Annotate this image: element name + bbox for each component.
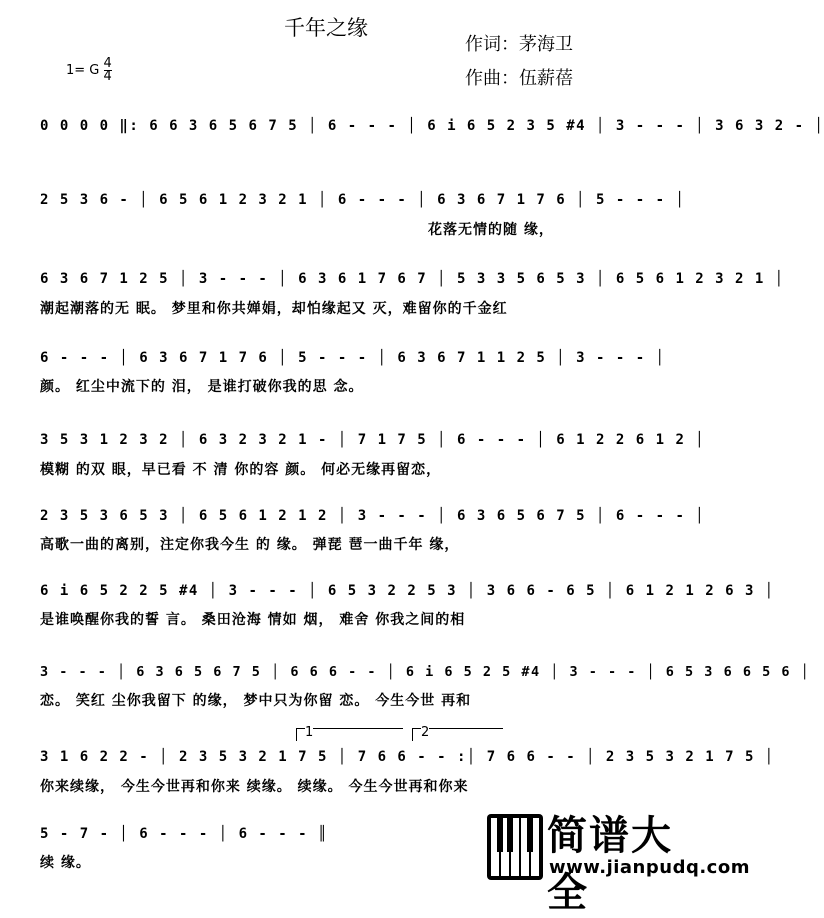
lyricist-credit: 作词：茅海卫: [465, 34, 573, 55]
piano-keys-icon: [487, 814, 543, 880]
second-ending-number: 2: [421, 725, 430, 740]
score-line-5-lyrics: 模糊 的双 眼，早已看 不 清 你的容 颜。 何必无缘再留恋，: [40, 462, 442, 478]
score-line-8-lyrics: 恋。 笑红 尘你我留下 的缘， 梦中只为你留 恋。 今生今世 再和: [40, 693, 472, 709]
score-line-2-lyrics: 花落无情的随 缘，: [428, 222, 554, 238]
score-line-3-lyrics: 潮起潮落的无 眠。 梦里和你共婵娟，却怕缘起又 灭，难留你的千金红: [40, 301, 508, 317]
score-line-9-notes: 3 1 6 2 2 - │ 2 3 5 3 2 1 7 5 │ 7 6 6 - - :│ 7 6 6 - - │ 2 3 5 3 2 1 7 5 │: [40, 749, 775, 765]
time-sig-numerator: 4: [103, 56, 112, 71]
score-line-2-notes: 2 5 3 6 - │ 6 5 6 1 2 3 2 1 │ 6 - - - │ 6 3 6 7 1 7 6 │ 5 - - - │: [40, 192, 686, 208]
first-ending-bracket: [296, 725, 403, 741]
score-line-9-lyrics: 你来续缘， 今生今世再和你来 续缘。 续缘。 今生今世再和你来: [40, 779, 469, 795]
first-ending-number: 1: [305, 725, 314, 740]
score-line-3-notes: 6 3 6 7 1 2 5 │ 3 - - - │ 6 3 6 1 7 6 7 │ 5 3 3 5 6 5 3 │ 6 5 6 1 2 3 2 1 │: [40, 271, 785, 287]
score-line-7-notes: 6 i 6 5 2 2 5 #4 │ 3 - - - │ 6 5 3 2 2 5 3 │ 3 6 6 - 6 5 │ 6 1 2 1 2 6 3 │: [40, 583, 775, 599]
score-line-4-notes: 6 - - - │ 6 3 6 7 1 7 6 │ 5 - - - │ 6 3 6 7 1 1 2 5 │ 3 - - - │: [40, 350, 666, 366]
score-line-10-notes: 5 - 7 - │ 6 - - - │ 6 - - - ║: [40, 826, 328, 842]
watermark-logo: [487, 800, 750, 916]
song-title: 千年之缘: [284, 16, 368, 40]
time-signature: [104, 58, 112, 83]
score-line-10-lyrics: 续 缘。: [40, 855, 91, 871]
score-line-7-lyrics: 是谁唤醒你我的誓 言。 桑田沧海 情如 烟， 难舍 你我之间的相: [40, 612, 466, 628]
score-line-6-lyrics: 高歌一曲的离别，注定你我今生 的 缘。 弹琵 琶一曲千年 缘，: [40, 537, 460, 553]
watermark-brand: 简谱大全: [547, 813, 673, 916]
score-line-6-notes: 2 3 5 3 6 5 3 │ 6 5 6 1 2 1 2 │ 3 - - - │ 6 3 6 5 6 7 5 │ 6 - - - │: [40, 508, 706, 524]
key-label: 1= G: [66, 63, 100, 78]
composer-credit: 作曲：伍薪蓓: [465, 68, 573, 89]
watermark-url: www.jianpudq.com: [549, 857, 750, 878]
second-ending-bracket: [412, 725, 503, 741]
score-line-4-lyrics: 颜。 红尘中流下的 泪， 是谁打破你我的思 念。: [40, 379, 364, 395]
key-signature: [66, 58, 112, 83]
score-line-1-notes: 0 0 0 0 ‖: 6 6 3 6 5 6 7 5 │ 6 - - - │ 6 i 6 5 2 3 5 #4 │ 3 - - - │ 3 6 3 2 - │: [40, 118, 824, 134]
score-line-5-notes: 3 5 3 1 2 3 2 │ 6 3 2 3 2 1 - │ 7 1 7 5 │ 6 - - - │ 6 1 2 2 6 1 2 │: [40, 432, 706, 448]
score-line-8-notes: 3 - - - │ 6 3 6 5 6 7 5 │ 6 6 6 - - │ 6 i 6 5 2 5 #4 │ 3 - - - │ 6 5 3 6 6 5 6 │: [40, 664, 811, 680]
time-sig-denominator: 4: [103, 69, 112, 84]
